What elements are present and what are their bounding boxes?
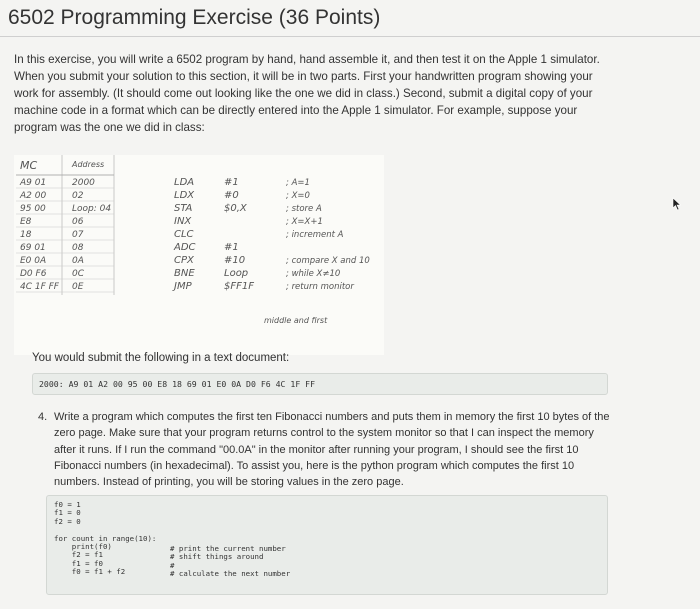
python-comment-line: # calculate the next number [170, 569, 291, 579]
hw-row-opcode: INX [174, 216, 192, 227]
hw-row-mc: E0 0A [20, 256, 47, 266]
handwritten-program-drawing [14, 155, 384, 355]
hw-row-comment: ; X=X+1 [286, 217, 323, 227]
hw-row-mc: A2 00 [20, 191, 47, 201]
hw-row-comment: ; increment A [286, 230, 344, 240]
hw-row-address: 2000 [72, 178, 95, 188]
hw-row-operand: Loop [224, 268, 249, 279]
python-comment-line: # [170, 560, 175, 570]
hw-row-operand: #0 [224, 190, 239, 201]
hw-row-operand: #1 [224, 242, 239, 253]
hw-row-operand: $0,X [224, 203, 247, 214]
hw-row-mc: 69 01 [20, 243, 46, 253]
python-comment-line: # shift things around [170, 552, 264, 562]
hw-header-mc: MC [20, 159, 38, 172]
hw-row-opcode: CPX [174, 255, 194, 266]
hw-row-comment: ; while X≠10 [286, 269, 341, 279]
python-comments [170, 545, 290, 579]
hw-row-opcode: STA [174, 203, 193, 214]
hw-header-address: Address [72, 160, 105, 169]
hw-row-mc: A9 01 [20, 178, 47, 188]
submit-instructions: You would submit the following in a text document: [32, 352, 290, 364]
hw-row-comment: ; A=1 [286, 178, 310, 188]
hw-row-address: 06 [72, 217, 84, 227]
hw-row-mc: 4C 1F FF [20, 282, 59, 292]
hw-row-comment: ; X=0 [286, 191, 310, 201]
hw-row-address: Loop: 04 [72, 204, 112, 214]
hw-row-operand: #10 [224, 255, 246, 266]
hw-row-opcode: LDX [174, 190, 195, 201]
hw-row-address: 07 [72, 230, 84, 240]
python-code: f0 = 1 f1 = 0 f2 = 0 for count in range(10): print(f0) f2 = f1 f1 = f0 f0 = f1 + f2 [54, 500, 157, 577]
hw-row-mc: D0 F6 [20, 269, 47, 279]
question-4-text: Write a program which computes the first ten Fibonacci numbers and puts them in memory the first 10 bytes of the zero page. Make sure that your program returns control to the system monitor so that I can inspect the memory after it runs. If I run the command "00.0A" in the monitor after running your program, I should see the first 10 Fibonacci numbers (in hexadecimal). To assist you, here is the python program which computes the first 10 numbers. Instead of printing, you will be storing values in the zero page. [54, 411, 610, 489]
submission-example-code-block [32, 373, 608, 395]
intro-paragraph: In this exercise, you will write a 6502 program by hand, hand assemble it, and then test it on the Apple 1 simulator. When you submit your solution to this section, it will be in two parts. First your handwritten program showing your work for assembly. (It should come out looking like the one we did in class.) Second, submit a digital copy of your machine code in a format which can be directly entered into the Apple 1 simulator. For example, suppose your program was the one we did in class: [14, 53, 600, 134]
hw-row-comment: ; return monitor [286, 282, 354, 292]
hw-footnote: middle and first [264, 316, 328, 325]
hw-row-comment: ; compare X and 10 [286, 256, 370, 266]
hw-row-address: 0E [72, 282, 84, 292]
hw-row-operand: $FF1F [224, 281, 254, 292]
python-code-block [46, 495, 608, 595]
hw-row-mc: 95 00 [20, 204, 46, 214]
handwritten-program-image [14, 155, 384, 355]
hw-row-opcode: JMP [174, 281, 192, 292]
hw-row-address: 0C [72, 269, 85, 279]
title-divider [0, 36, 700, 37]
hw-row-mc: E8 [20, 217, 32, 227]
hw-row-opcode: CLC [174, 229, 194, 240]
mouse-cursor-icon [672, 197, 682, 211]
hw-row-mc: 18 [20, 230, 32, 240]
question-4 [38, 409, 618, 490]
hw-row-comment: ; store A [286, 204, 322, 214]
submission-example-code: 2000: A9 01 A2 00 95 00 E8 18 69 01 E0 0A D0 F6 4C 1F FF [39, 379, 316, 389]
hw-row-opcode: BNE [174, 268, 195, 279]
question-4-number: 4. [38, 411, 48, 423]
hw-row-operand: #1 [224, 177, 239, 188]
python-comment-line: # print the current number [170, 544, 286, 553]
hw-row-address: 08 [72, 243, 84, 253]
hw-row-opcode: LDA [174, 177, 195, 188]
hw-row-address: 0A [72, 256, 84, 266]
page-title: 6502 Programming Exercise (36 Points) [8, 6, 381, 29]
hw-row-address: 02 [72, 191, 84, 201]
hw-row-opcode: ADC [174, 242, 196, 253]
